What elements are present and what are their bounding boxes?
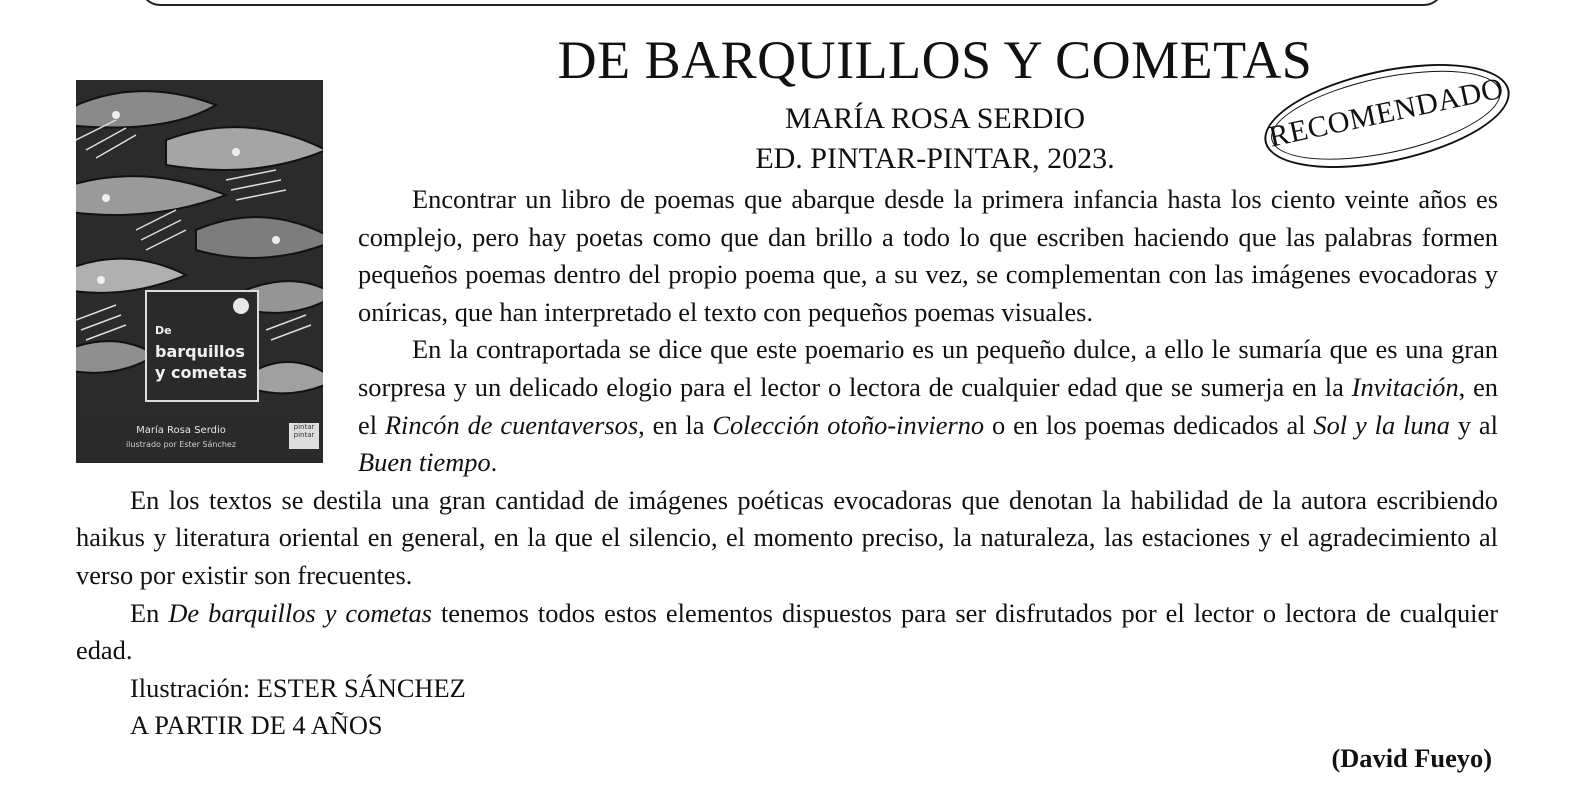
text-span: , en el [358,371,1498,440]
book-author: MARÍA ROSA SERDIO [784,102,1086,135]
text-span: , en la [638,409,713,440]
cover-title-box [145,290,259,402]
cover-dot-ornament [233,298,249,314]
cover-illustrator: ilustrado por Ester Sánchez [125,440,237,449]
italic-title: Rincón de cuentaversos [384,409,639,440]
text-span: tenemos todos estos elementos dispuestos para ser disfrutados por el lector o lectora de cualquier edad. [76,597,1498,666]
review-signature: (David Fueyo) [1331,743,1492,773]
italic-title: Sol y la luna [1313,409,1450,440]
publisher-logo: pintar pintar [289,423,319,449]
cover-footer [76,417,323,463]
text-span: En [130,597,169,628]
text-span: En la contraportada se dice que este poemario es un pequeño dulce, a ello le sumaría que es una gran sorpresa y un delicado elogio para el lector o lectora de cualquier edad que se sumerja en la [358,334,1498,402]
book-title: DE BARQUILLOS Y COMETAS [557,30,1313,90]
cover-title [155,318,247,383]
stamp-text: RECOMENDADO [1266,71,1507,154]
cover-title-line: barquillos [155,342,245,361]
cover-title-line: De [155,324,172,337]
text-span: y al [1449,409,1498,440]
illustration-credit: Ilustración: ESTER SÁNCHEZ [130,672,466,703]
cover-author: María Rosa Serdio [136,425,226,436]
italic-title: Buen tiempo [358,447,491,478]
age-recommendation: A PARTIR DE 4 AÑOS [130,710,383,741]
italic-title: Colección otoño-invierno [712,409,985,440]
text-span: . [490,447,498,478]
text-span: o en los poemas dedicados al [984,409,1314,440]
book-publisher: ED. PINTAR-PINTAR, 2023. [755,142,1115,175]
italic-title: De barquillos y cometas [168,597,432,628]
paragraph-conclusion [76,595,1498,670]
top-border-rule [140,0,1444,6]
cover-title-line: y cometas [155,363,247,382]
paragraph-imagery: En los textos se destila una gran cantidad de imágenes poéticas evocadoras que denotan la habilidad de la autora escribiendo haikus y literatura oriental en general, en la que el silencio, el momento preciso, la naturaleza, las estaciones y el agradecimiento al verso por existir son frecuentes. [76,484,1498,590]
paragraph-intro: Encontrar un libro de poemas que abarque desde la primera infancia hasta los ciento veinte años es complejo, pero hay poetas como que dan brillo a todo lo que escriben haciendo que las palabras formen pequeños poemas dentro del propio poema que, a su vez, se complementan con las imágenes evocadoras y oníricas, que han interpretado el texto con pequeños poemas visuales. [358,184,1498,327]
italic-title: Invitación [1351,371,1459,402]
